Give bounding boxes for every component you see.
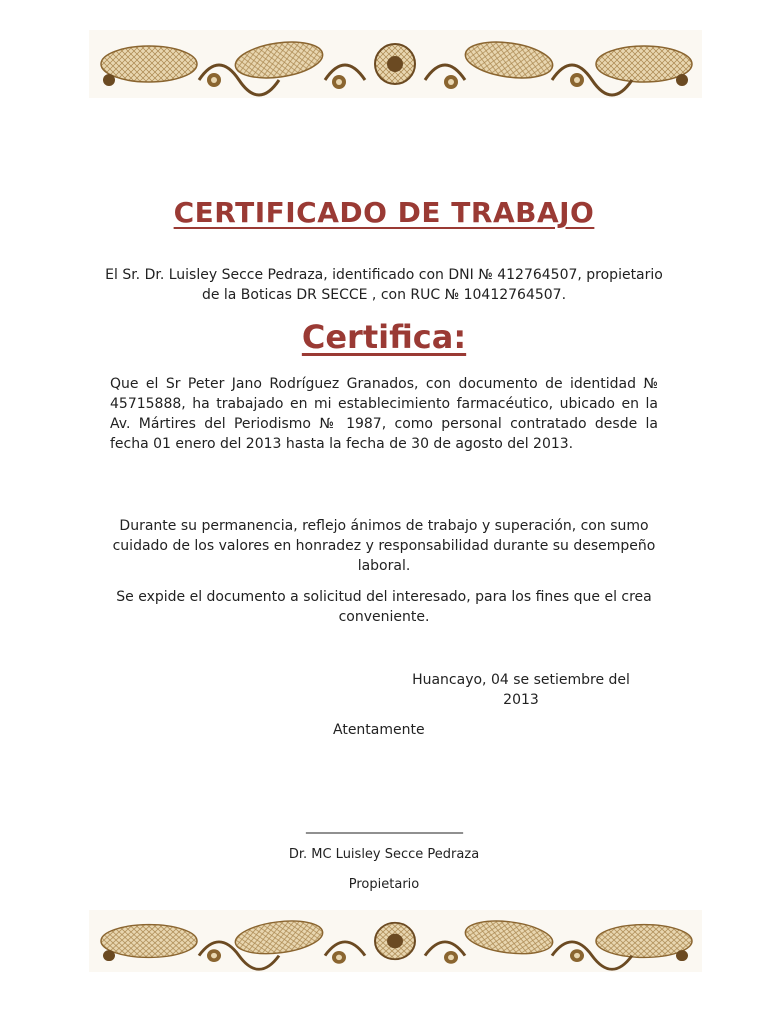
signer-role: Propietario: [348, 877, 420, 892]
signer-name: Dr. MC Luisley Secce Pedraza: [288, 847, 480, 862]
intro-paragraph: El Sr. Dr. Luisley Secce Pedraza, identificado con DNI № 412764507, propietario de la Boticas DR SECCE , con RUC № 10412764507.: [105, 267, 663, 303]
conduct-paragraph: Durante su permanencia, reflejo ánimos de trabajo y superación, con sumo cuidado de los valores en honradez y responsabilidad durante su desempeño laboral.: [112, 518, 656, 574]
closing-text: Atentamente: [333, 722, 425, 738]
signature-line: __________________________: [306, 818, 462, 834]
certificate-title: CERTIFICADO DE TRABAJO: [173, 196, 595, 229]
place-date: Huancayo, 04 se setiembre del 2013: [412, 672, 630, 708]
certifica-heading: Certifica:: [301, 318, 467, 356]
top-floral-border-icon: [89, 30, 702, 98]
employment-paragraph: Que el Sr Peter Jano Rodríguez Granados, con documento de identidad № 45715888, ha trabajado en mi establecimiento farmacéutico, ubicado en la Av. Mártires del Periodismo № 1987, como personal contratado desde la fecha 01 enero del 2013 hasta la fecha de 30 de agosto del 2013.: [110, 376, 658, 452]
issuance-paragraph: Se expide el documento a solicitud del interesado, para los fines que el crea conveniente.: [116, 589, 652, 625]
bottom-floral-border-icon: [89, 910, 702, 972]
